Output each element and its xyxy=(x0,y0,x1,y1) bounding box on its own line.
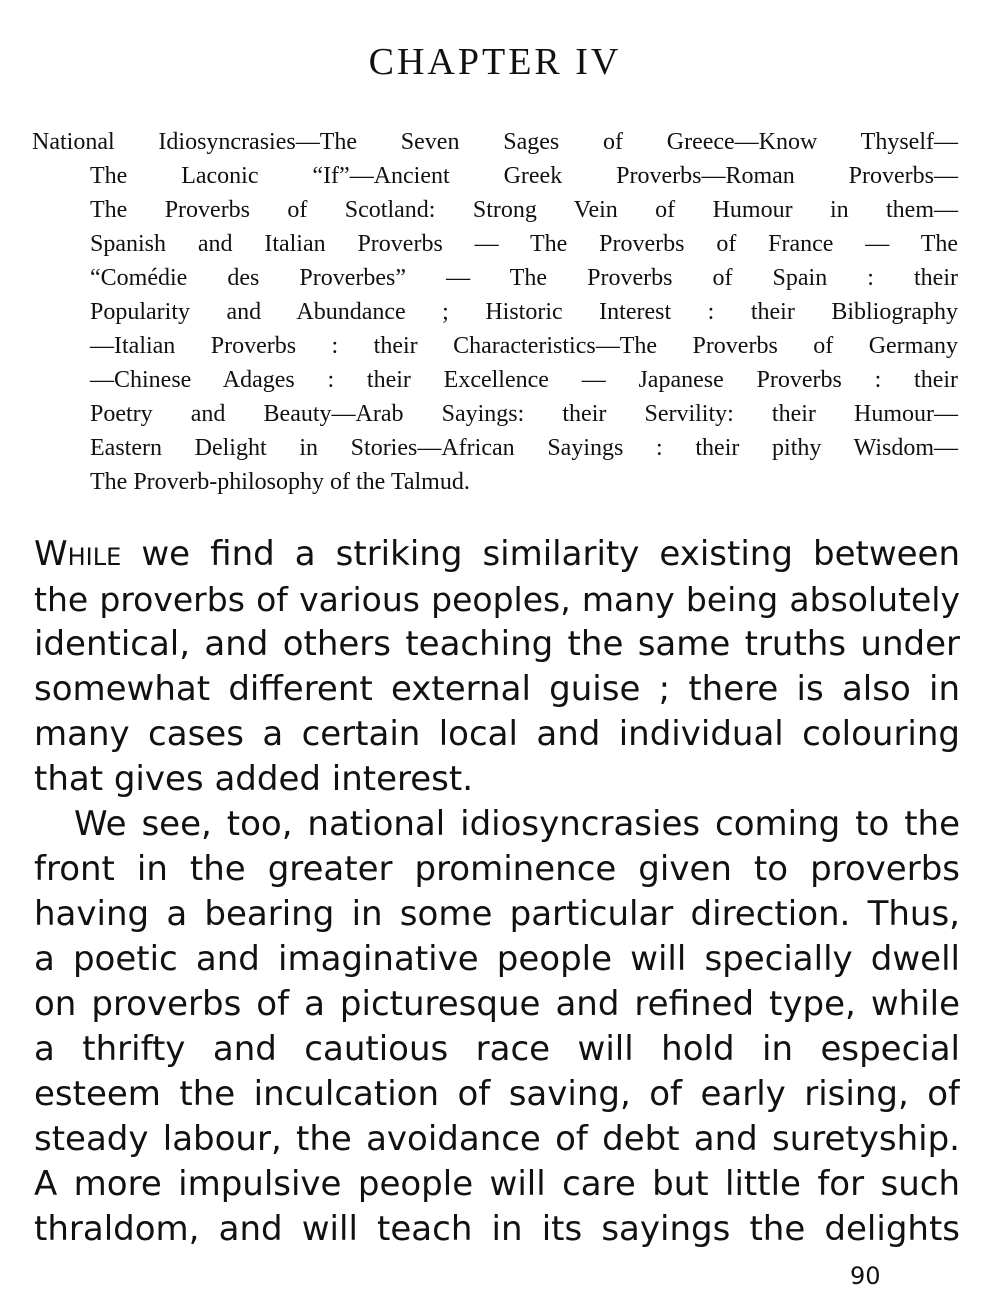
body-line: on proverbs of a picturesque and refined type, while xyxy=(34,984,960,1024)
summary-line: The Proverb-philosophy of the Talmud. xyxy=(90,469,470,495)
paragraph-1 xyxy=(34,532,960,802)
body-line: front in the greater prominence given to proverbs xyxy=(34,849,960,889)
body-line: identical, and others teaching the same truths under xyxy=(34,624,960,664)
body-line: esteem the inculcation of saving, of early rising, of xyxy=(34,1074,960,1114)
summary-line: Poetry and Beauty—Arab Sayings: their Servility: their Humour— xyxy=(90,401,958,427)
summary-line: Eastern Delight in Stories—African Sayings : their pithy Wisdom— xyxy=(90,435,958,461)
body-line: a poetic and imaginative people will specially dwell xyxy=(34,939,960,979)
chapter-summary xyxy=(32,125,958,499)
summary-line: Spanish and Italian Proverbs — The Proverbs of France — The xyxy=(90,231,958,257)
summary-line: The Laconic “If”—Ancient Greek Proverbs—Roman Proverbs— xyxy=(90,163,958,189)
body-line xyxy=(34,532,960,577)
body-line: the proverbs of various peoples, many being absolutely xyxy=(34,580,960,619)
body-line: that gives added interest. xyxy=(34,759,473,799)
body-line: a thrifty and cautious race will hold in especial xyxy=(34,1029,960,1069)
summary-line: National Idiosyncrasies—The Seven Sages of Greece—Know Thyself— xyxy=(32,129,958,155)
summary-line: The Proverbs of Scotland: Strong Vein of Humour in them— xyxy=(90,197,958,223)
body-text xyxy=(34,532,960,1252)
body-line: A more impulsive people will care but little for such xyxy=(34,1164,960,1204)
paragraph-2 xyxy=(34,802,960,1252)
summary-line: “Comédie des Proverbes” — The Proverbs of Spain : their xyxy=(90,265,958,291)
drop-word: While xyxy=(34,534,122,574)
body-line: We see, too, national idiosyncrasies coming to the xyxy=(74,804,960,844)
body-line-rest: we find a striking similarity existing between xyxy=(141,534,960,574)
summary-line: Popularity and Abundance ; Historic Interest : their Bibliography xyxy=(90,299,958,325)
body-line: having a bearing in some particular direction. Thus, xyxy=(34,894,960,934)
chapter-heading: CHAPTER IV xyxy=(368,41,622,83)
summary-line: —Chinese Adages : their Excellence — Japanese Proverbs : their xyxy=(90,367,958,393)
body-line: thraldom, and will teach in its sayings the delights xyxy=(34,1209,960,1249)
summary-line: —Italian Proverbs : their Characteristics—The Proverbs of Germany xyxy=(90,333,958,359)
body-line: many cases a certain local and individual colouring xyxy=(34,714,960,754)
body-line: steady labour, the avoidance of debt and suretyship. xyxy=(34,1119,960,1159)
page-number: 90 xyxy=(850,1262,881,1290)
body-line: somewhat different external guise ; there is also in xyxy=(34,669,960,709)
